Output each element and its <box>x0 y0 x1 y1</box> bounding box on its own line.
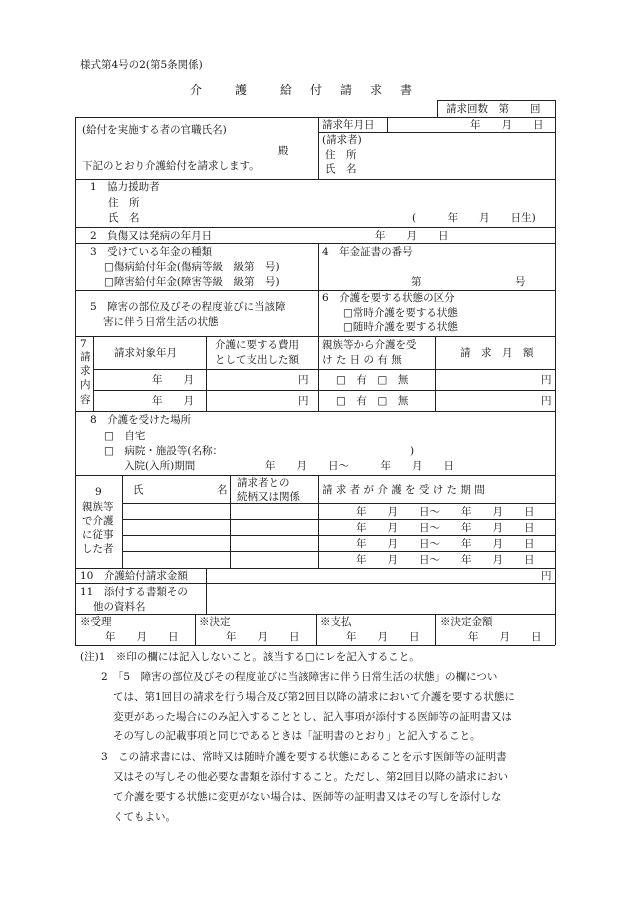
office-date: 年 月 日 <box>346 631 420 643</box>
s1-name: 氏 名 <box>108 212 140 224</box>
s7-col-amount: 請 求 月 額 <box>460 347 534 359</box>
s2-date[interactable]: 年 月 日 <box>375 230 449 242</box>
s8-option-facility[interactable]: □ 病院・施設等(名称： <box>104 445 224 457</box>
note-3-line: 3 この請求書には、常時又は随時介護を要する状態にあることを示す医師等の証明書 <box>101 751 507 763</box>
s9-period-head: 請 求 者 が 介 護 を 受 け た 期 間 <box>322 484 485 496</box>
note-3-line: て介護を要する状態に変更がない場合は、医師等の証明書又はその写しを添付しな <box>113 791 502 803</box>
request-text: 下記のとおり介護給付を請求します。 <box>82 160 260 172</box>
claimant-address-label: 住 所 <box>325 149 357 161</box>
office-decision: ※決定 <box>199 616 231 628</box>
s6-option-1[interactable]: □常時介護を要する状態 <box>343 307 458 319</box>
dono-label: 殿 <box>278 145 289 157</box>
s4-dai: 第 <box>411 276 422 288</box>
s1-address: 住 所 <box>108 197 140 209</box>
s11-line-2: 他の資料名 <box>93 601 146 613</box>
s7-side-char: 容 <box>80 394 91 406</box>
s9-row-period[interactable]: 年 月 日～ 年 月 日 <box>356 554 535 566</box>
s9-relation-head-1: 請求者との <box>237 477 290 489</box>
s9-side-line: 9 <box>95 486 102 498</box>
s7-row-cost[interactable]: 円 <box>298 395 309 407</box>
title-char: 護 <box>235 83 248 97</box>
s7-col-cost-2: として支出した額 <box>215 354 299 366</box>
s5-line-2: 害に伴う日常生活の状態 <box>103 316 219 328</box>
s7-row-cost[interactable]: 円 <box>298 374 309 386</box>
form-number: 様式第4号の2(第5条関係) <box>80 59 203 71</box>
s9-relation-head-2: 続柄又は関係 <box>237 491 300 503</box>
s7-row-month[interactable]: 年 月 <box>152 374 194 386</box>
s9-name-head: 氏 名 <box>133 484 228 496</box>
s8-period[interactable]: 年 月 日～ 年 月 日 <box>265 460 454 472</box>
s7-side-char: 内 <box>80 379 91 391</box>
note-3-line: くてもよい。 <box>113 811 176 823</box>
request-date-field[interactable]: 年 月 日 <box>470 119 544 131</box>
s9-side-line: した者 <box>82 543 114 555</box>
s7-side-char: 求 <box>80 365 91 377</box>
s7-row-relative[interactable]: □ 有 □ 無 <box>336 374 409 386</box>
s1-birth[interactable]: ( 年 月 日生) <box>412 212 536 224</box>
s9-side-line: に従事 <box>82 529 114 541</box>
s3-option-2[interactable]: □障害給付年金(障害等級 級第 号) <box>104 276 280 288</box>
note-1: (注)1 ※印の欄には記入しないこと。該当する□にレを記入すること。 <box>80 651 420 663</box>
s7-row-month[interactable]: 年 月 <box>152 395 194 407</box>
note-2-line: ては、第1回目の請求を行う場合及び第2回目以降の請求において介護を要する状態に <box>113 691 515 703</box>
title-char: 請 <box>340 83 353 97</box>
office-amount: ※決定金額 <box>440 616 493 628</box>
note-2-line: 2 「5 障害の部位及びその程度並びに当該障害に伴う日常生活の状態」の欄につい <box>101 671 498 683</box>
request-count: 請求回数 第 回 <box>446 103 541 115</box>
office-received: ※受理 <box>80 616 112 628</box>
s4-label: 4 年金証書の番号 <box>322 246 413 258</box>
s9-side-line: で介護 <box>82 515 114 527</box>
s2-label: 2 負傷又は発病の年月日 <box>90 230 213 242</box>
office-date: 年 月 日 <box>105 631 179 643</box>
title-char: 給 <box>280 83 293 97</box>
s7-row-relative[interactable]: □ 有 □ 無 <box>336 395 409 407</box>
s8-label: 8 介護を受けた場所 <box>90 414 192 426</box>
s3-option-1[interactable]: □傷病給付年金(傷病等級 級第 号) <box>104 261 280 273</box>
s9-row-period[interactable]: 年 月 日～ 年 月 日 <box>356 522 535 534</box>
note-2-line: その写しの記載事項と同じであるときは「証明書のとおり」と記入すること。 <box>113 730 481 742</box>
office-date: 年 月 日 <box>468 631 542 643</box>
s7-col-month: 請求対象年月 <box>114 347 177 359</box>
s1-label: 1 協力援助者 <box>90 181 160 193</box>
s10-yen[interactable]: 円 <box>541 570 552 582</box>
s7-row-amount[interactable]: 円 <box>541 395 552 407</box>
s7-col-cost-1: 介護に要する費用 <box>215 339 299 351</box>
s9-row-period[interactable]: 年 月 日～ 年 月 日 <box>356 538 535 550</box>
title-char: 介 <box>190 83 203 97</box>
title-char: 付 <box>310 83 323 97</box>
s8-period-label: 入院(入所)期間 <box>124 460 196 472</box>
s7-row-amount[interactable]: 円 <box>541 374 552 386</box>
office-date: 年 月 日 <box>226 631 300 643</box>
recipient-label: (給付を実施する者の官職氏名) <box>82 124 227 136</box>
title-char: 書 <box>400 83 413 97</box>
s10-label: 10 介護給付請求金額 <box>80 570 188 582</box>
s6-option-2[interactable]: □随時介護を要する状態 <box>343 321 458 333</box>
s5-line-1: 5 障害の部位及びその程度並びに当該障 <box>90 301 286 313</box>
note-3-line: 又はその写しその他必要な書類を添付すること。ただし、第2回目以降の請求におい <box>113 771 509 783</box>
s7-col-relative-2: け た 日 の 有 無 <box>322 354 402 366</box>
s8-close-paren: ) <box>410 445 415 457</box>
s7-side-char: 7 <box>80 338 87 350</box>
claimant-name-label: 氏 名 <box>325 163 357 175</box>
s6-label: 6 介護を要する状態の区分 <box>322 292 455 304</box>
s7-side-char: 請 <box>80 351 91 363</box>
note-2-line: 変更があった場合にのみ記入することとし、記入事項が添付する医師等の証明書又は <box>113 711 512 723</box>
s9-side-line: 親族等 <box>82 501 114 513</box>
claimant-label: (請求者) <box>322 134 362 146</box>
s7-col-relative-1: 親族等から介護を受 <box>322 339 417 351</box>
title-char: 求 <box>370 83 383 97</box>
request-date-label: 請求年月日 <box>322 119 375 131</box>
s3-label: 3 受けている年金の種類 <box>90 246 213 258</box>
s9-row-period[interactable]: 年 月 日～ 年 月 日 <box>356 506 535 518</box>
office-payment: ※支払 <box>320 616 352 628</box>
s11-line-1: 11 添付する書類その <box>80 586 188 598</box>
s8-option-home[interactable]: □ 自宅 <box>104 430 146 442</box>
s4-go: 号 <box>515 276 526 288</box>
